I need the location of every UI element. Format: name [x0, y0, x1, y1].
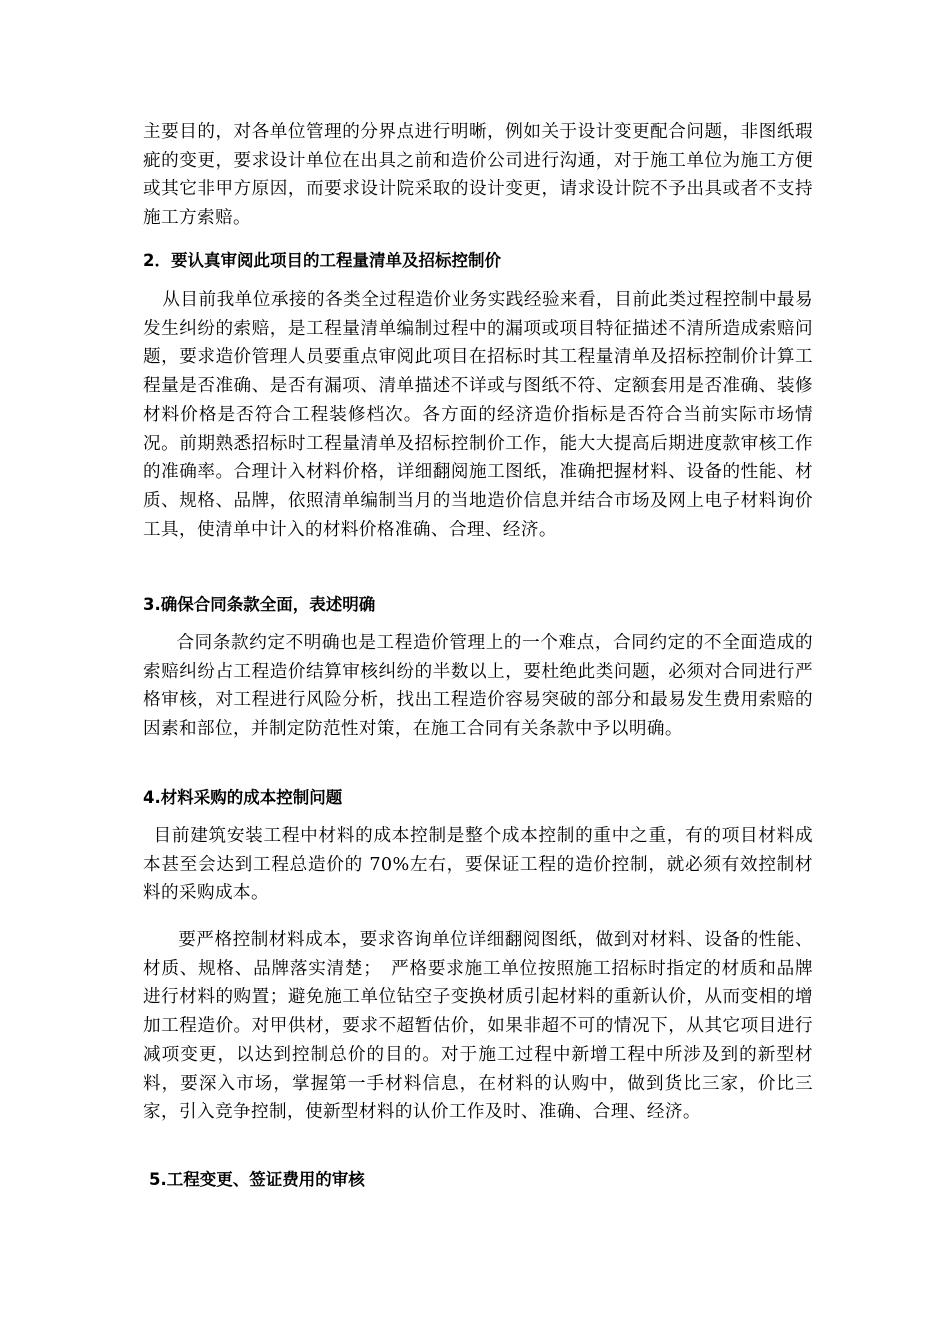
- section-heading-4: 4.材料采购的成本控制问题: [143, 788, 343, 807]
- section-heading-2: 2．要认真审阅此项目的工程量清单及招标控制价: [143, 251, 501, 270]
- paragraph-section-3: 合同条款约定不明确也是工程造价管理上的一个难点，合同约定的不全面造成的索赔纠纷占工程造价结算审核纠纷的半数以上，要杜绝此类问题，必须对合同进行严格审核，对工程进行风险分析，找出工程造价容易突破的部分和最易发生费用索赔的因素和部位，并制定防范性对策，在施工合同有关条款中予以明确。: [143, 633, 813, 740]
- paragraph-section-4a: 目前建筑安装工程中材料的成本控制是整个成本控制的重中之重，有的项目材料成本甚至会达到工程总造价的 70%左右，要保证工程的造价控制，就必须有效控制材料的采购成本。: [143, 826, 813, 904]
- paragraph-section-4b: 要严格控制材料成本，要求咨询单位详细翻阅图纸，做到对材料、设备的性能、材质、规格、品牌落实清楚； 严格要求施工单位按照施工招标时指定的材质和品牌进行材料的购置；避免施工单位钻空子变换材质引起材料的重新认价，从而变相的增加工程造价。对甲供材，要求不超暂估价，如果非超不可的情况下，从其它项目进行减项变更，以达到控制总价的目的。对于施工过程中新增工程中所涉及到的新型材料，要深入市场，掌握第一手材料信息，在材料的认购中，做到货比三家，价比三家，引入竞争控制，使新型材料的认价工作及时、准确、合理、经济。: [143, 930, 813, 1123]
- section-heading-5: 5.工程变更、签证费用的审核: [149, 1170, 365, 1189]
- paragraph-intro: 主要目的，对各单位管理的分界点进行明晰，例如关于设计变更配合问题，非图纸瑕疵的变更，要求设计单位在出具之前和造价公司进行沟通，对于施工单位为施工方便或其它非甲方原因，而要求设计院采取的设计变更，请求设计院不予出具或者不支持施工方索赔。: [143, 122, 813, 229]
- section-heading-3: 3.确保合同条款全面，表述明确: [143, 595, 376, 614]
- paragraph-section-2: 从目前我单位承接的各类全过程造价业务实践经验来看，目前此类过程控制中最易发生纠纷的索赔，是工程量清单编制过程中的漏项或项目特征描述不清所造成索赔问题，要求造价管理人员要重点审阅此项目在招标时其工程量清单及招标控制价计算工程量是否准确、是否有漏项、清单描述不详或与图纸不符、定额套用是否准确、装修材料价格是否符合工程装修档次。各方面的经济造价指标是否符合当前实际市场情况。前期熟悉招标时工程量清单及招标控制价工作，能大大提高后期进度款审核工作的准确率。合理计入材料价格，详细翻阅施工图纸，准确把握材料、设备的性能、材质、规格、品牌，依照清单编制当月的当地造价信息并结合市场及网上电子材料询价工具，使清单中计入的材料价格准确、合理、经济。: [143, 290, 813, 540]
